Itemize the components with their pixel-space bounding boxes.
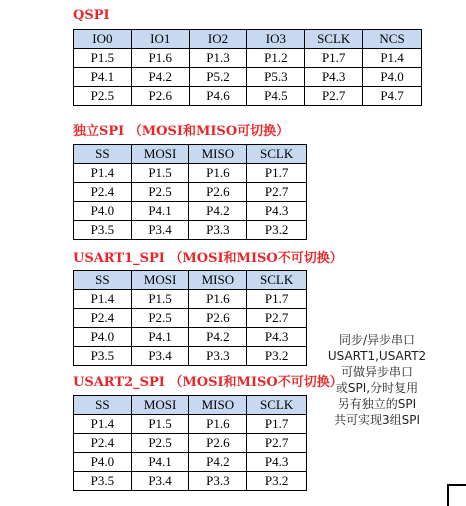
pin-cell: P4.3: [247, 202, 307, 221]
pin-cell: P4.2: [189, 328, 247, 347]
pin-cell: P1.6: [189, 164, 247, 183]
table-row: [74, 68, 422, 87]
pin-cell: P1.7: [305, 49, 363, 68]
column-header: SCLK: [305, 30, 363, 49]
pin-cell: P3.4: [131, 221, 189, 240]
table-header-row: [74, 271, 307, 290]
pin-cell: P4.1: [131, 453, 189, 472]
column-header: IO0: [74, 30, 132, 49]
column-header: SCLK: [247, 271, 307, 290]
pin-cell: P2.4: [74, 183, 132, 202]
usart-spi-note: [327, 332, 427, 428]
pin-cell: P2.5: [131, 309, 189, 328]
pin-cell: P1.3: [189, 49, 247, 68]
qspi-table: [73, 29, 422, 106]
column-header: IO1: [131, 30, 189, 49]
pin-cell: P3.5: [74, 347, 132, 366]
pin-cell: P1.5: [131, 415, 189, 434]
pin-cell: P4.5: [247, 87, 305, 106]
pin-cell: P2.4: [74, 434, 132, 453]
pin-cell: P1.7: [247, 164, 307, 183]
pin-cell: P2.4: [74, 309, 132, 328]
pin-cell: P2.6: [189, 183, 247, 202]
pin-cell: P1.6: [131, 49, 189, 68]
pin-cell: P2.6: [131, 87, 189, 106]
pin-cell: P4.0: [74, 202, 132, 221]
note-line: 共可实现3组SPI: [333, 413, 421, 427]
pin-cell: P3.2: [247, 221, 307, 240]
column-header: MISO: [189, 145, 247, 164]
column-header: MOSI: [131, 145, 189, 164]
pin-cell: P3.5: [74, 472, 132, 491]
pin-cell: P1.4: [74, 290, 132, 309]
pin-cell: P5.3: [247, 68, 305, 87]
pin-cell: P1.2: [247, 49, 305, 68]
table-row: [74, 202, 307, 221]
pin-cell: P1.4: [74, 415, 132, 434]
usart2-spi-title: USART2_SPI （MOSI和MISO不可切换）: [73, 375, 343, 390]
pin-cell: P5.2: [189, 68, 247, 87]
pin-cell: P4.0: [363, 68, 422, 87]
pin-cell: P4.3: [305, 68, 363, 87]
table-row: [74, 290, 307, 309]
pin-cell: P3.2: [247, 472, 307, 491]
column-header: NCS: [363, 30, 422, 49]
pin-cell: P3.3: [189, 347, 247, 366]
pin-cell: P2.7: [247, 183, 307, 202]
pin-cell: P2.7: [247, 309, 307, 328]
pin-cell: P2.5: [74, 87, 132, 106]
pin-cell: P3.4: [131, 472, 189, 491]
pin-cell: P1.7: [247, 415, 307, 434]
table-row: [74, 434, 307, 453]
table-row: [74, 415, 307, 434]
pin-cell: P1.5: [74, 49, 132, 68]
pin-cell: P3.3: [189, 221, 247, 240]
pin-cell: P2.6: [189, 434, 247, 453]
pin-cell: P3.4: [131, 347, 189, 366]
spi-title: 独立SPI （MOSI和MISO可切换）: [73, 124, 290, 139]
pin-cell: P4.1: [131, 202, 189, 221]
pin-cell: P4.0: [74, 453, 132, 472]
table-row: [74, 221, 307, 240]
column-header: MOSI: [131, 271, 189, 290]
table-row: [74, 164, 307, 183]
page-corner-mark: [447, 484, 466, 506]
table-header-row: [74, 145, 307, 164]
pin-cell: P2.5: [131, 183, 189, 202]
table-row: [74, 49, 422, 68]
pin-cell: P1.5: [131, 290, 189, 309]
table-row: [74, 87, 422, 106]
table-header-row: [74, 30, 422, 49]
note-line: USART1,USART2: [327, 349, 427, 363]
pin-cell: P1.4: [74, 164, 132, 183]
usart1-spi-title: USART1_SPI （MOSI和MISO不可切换）: [73, 251, 343, 266]
pin-cell: P4.0: [74, 328, 132, 347]
pin-cell: P4.2: [131, 68, 189, 87]
pin-cell: P4.3: [247, 453, 307, 472]
column-header: MISO: [189, 271, 247, 290]
note-line: 同步/异步串口: [338, 333, 416, 347]
table-row: [74, 472, 307, 491]
qspi-title: QSPI: [73, 8, 110, 23]
column-header: SCLK: [247, 145, 307, 164]
pin-cell: P4.1: [74, 68, 132, 87]
pin-cell: P2.6: [189, 309, 247, 328]
column-header: MOSI: [131, 396, 189, 415]
column-header: SS: [74, 271, 132, 290]
pin-cell: P1.7: [247, 290, 307, 309]
note-line: 或SPI,分时复用: [335, 381, 419, 395]
pin-cell: P1.4: [363, 49, 422, 68]
column-header: SS: [74, 145, 132, 164]
table-row: [74, 347, 307, 366]
table-header-row: [74, 396, 307, 415]
pin-cell: P1.6: [189, 290, 247, 309]
pin-cell: P4.2: [189, 453, 247, 472]
column-header: SS: [74, 396, 132, 415]
column-header: MISO: [189, 396, 247, 415]
pin-cell: P4.1: [131, 328, 189, 347]
pin-cell: P2.7: [247, 434, 307, 453]
note-line: 另有独立的SPI: [337, 397, 417, 411]
pin-cell: P2.5: [131, 434, 189, 453]
pin-cell: P3.3: [189, 472, 247, 491]
pin-cell: P4.7: [363, 87, 422, 106]
table-row: [74, 328, 307, 347]
table-row: [74, 183, 307, 202]
pin-cell: P4.2: [189, 202, 247, 221]
pin-cell: P4.3: [247, 328, 307, 347]
column-header: IO3: [247, 30, 305, 49]
table-row: [74, 453, 307, 472]
table-row: [74, 309, 307, 328]
usart2-spi-table: [73, 395, 307, 491]
pin-cell: P3.2: [247, 347, 307, 366]
spi-table: [73, 144, 307, 240]
pin-cell: P1.5: [131, 164, 189, 183]
column-header: IO2: [189, 30, 247, 49]
pin-cell: P4.6: [189, 87, 247, 106]
pin-cell: P3.5: [74, 221, 132, 240]
pin-cell: P1.6: [189, 415, 247, 434]
column-header: SCLK: [247, 396, 307, 415]
usart1-spi-table: [73, 270, 307, 366]
pin-cell: P2.7: [305, 87, 363, 106]
note-line: 可做异步串口: [340, 365, 413, 379]
